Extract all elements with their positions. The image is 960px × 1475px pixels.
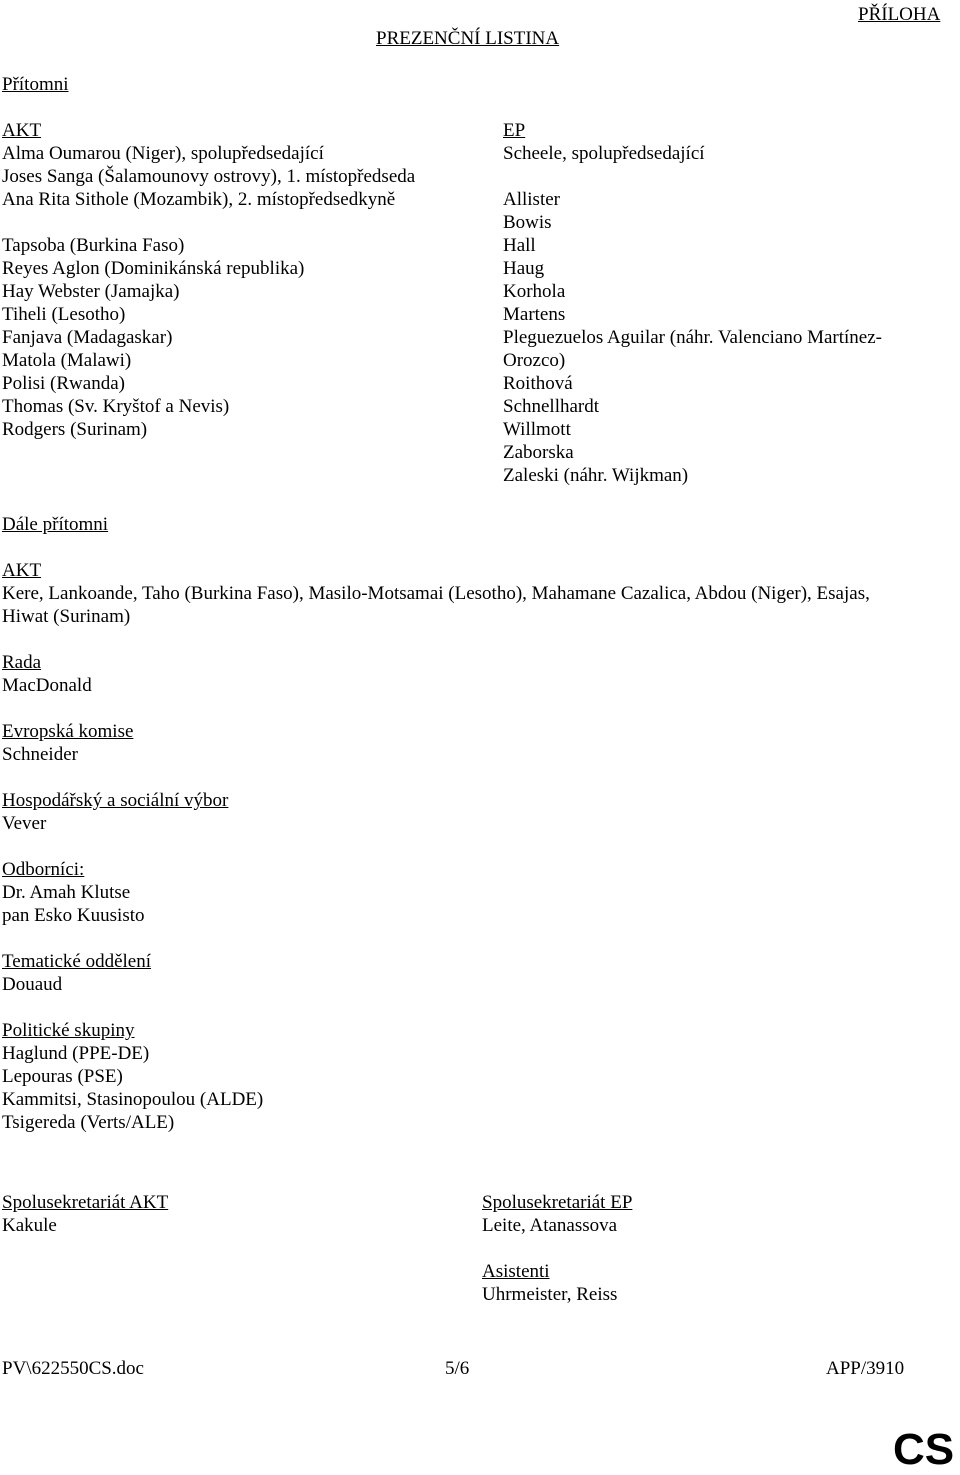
akt-officer: Ana Rita Sithole (Mozambik), 2. místopředsedkyně: [2, 189, 396, 210]
akt-officer: Alma Oumarou (Niger), spolupředsedající: [2, 143, 324, 164]
ep-member: Martens: [503, 304, 566, 325]
secretariat-ep-heading: Spolusekretariát EP: [482, 1192, 633, 1213]
akt-officer: Joses Sanga (Šalamounovy ostrovy), 1. místopředseda: [2, 166, 416, 187]
also-present-section: [2, 513, 870, 1134]
ep-officer: Scheele, spolupředsedající: [503, 143, 705, 164]
secretariat-akt-value: Kakule: [2, 1215, 57, 1236]
ep-member: Willmott: [503, 419, 571, 440]
present-heading: Přítomni: [2, 74, 69, 95]
akt-heading: AKT: [2, 120, 42, 141]
secretariat-akt: [2, 1191, 168, 1237]
akt-member: Matola (Malawi): [2, 350, 132, 371]
group-line: Douaud: [2, 974, 63, 995]
ep-column: [503, 119, 882, 487]
akt-member: Reyes Aglon (Dominikánská republika): [2, 258, 305, 279]
ep-member: Hall: [503, 235, 536, 256]
secretariat-ep-value: Leite, Atanassova: [482, 1215, 618, 1236]
secretariat-ep: [482, 1191, 632, 1306]
akt-member: Rodgers (Surinam): [2, 419, 148, 440]
group-line: pan Esko Kuusisto: [2, 905, 145, 926]
group-line: Haglund (PPE-DE): [2, 1043, 150, 1064]
ep-member: Haug: [503, 258, 545, 279]
ep-member: Zaborska: [503, 442, 574, 463]
annex-label: PŘÍLOHA: [858, 4, 941, 25]
ep-member: Allister: [503, 189, 560, 210]
akt-member: Hay Webster (Jamajka): [2, 281, 180, 302]
page-title: PREZENČNÍ LISTINA: [376, 28, 560, 49]
group-heading: AKT: [2, 560, 42, 581]
group-line: Dr. Amah Klutse: [2, 882, 131, 903]
akt-member: Thomas (Sv. Kryštof a Nevis): [2, 396, 230, 417]
ep-member: Schnellhardt: [503, 396, 600, 417]
akt-column: [2, 119, 415, 441]
ep-member: Orozco): [503, 350, 566, 371]
ep-member: Roithová: [503, 373, 573, 394]
group-line: Schneider: [2, 744, 78, 765]
group-line: Kere, Lankoande, Taho (Burkina Faso), Masilo-Motsamai (Lesotho), Mahamane Cazalica, Abdou (Niger), Esajas,: [2, 583, 870, 604]
assistants-heading: Asistenti: [482, 1261, 550, 1282]
language-code: CS: [893, 1425, 955, 1474]
footer-app-ref: APP/3910: [826, 1358, 905, 1379]
ep-member: Zaleski (náhr. Wijkman): [503, 465, 689, 486]
group-heading: Tematické oddělení: [2, 951, 152, 972]
footer-doc-ref: PV\622550CS.doc: [2, 1358, 144, 1379]
group-line: Vever: [2, 813, 47, 834]
group-line: Hiwat (Surinam): [2, 606, 131, 627]
group-line: MacDonald: [2, 675, 92, 696]
ep-heading: EP: [503, 120, 526, 141]
footer-page-number: 5/6: [445, 1358, 470, 1379]
ep-member: Korhola: [503, 281, 566, 302]
assistants-value: Uhrmeister, Reiss: [482, 1284, 618, 1305]
secretariat-akt-heading: Spolusekretariát AKT: [2, 1192, 169, 1213]
group-heading: Rada: [2, 652, 42, 673]
group-heading: Hospodářský a sociální výbor: [2, 790, 229, 811]
group-line: Tsigereda (Verts/ALE): [2, 1112, 175, 1133]
akt-member: Polisi (Rwanda): [2, 373, 125, 394]
group-heading: Odborníci:: [2, 859, 85, 880]
akt-member: Fanjava (Madagaskar): [2, 327, 173, 348]
akt-member: Tiheli (Lesotho): [2, 304, 126, 325]
group-heading: Evropská komise: [2, 721, 134, 742]
akt-member: Tapsoba (Burkina Faso): [2, 235, 185, 256]
ep-member: Bowis: [503, 212, 552, 233]
group-line: Kammitsi, Stasinopoulou (ALDE): [2, 1089, 264, 1110]
group-heading: Politické skupiny: [2, 1020, 135, 1041]
also-present-heading: Dále přítomni: [2, 514, 109, 535]
group-line: Lepouras (PSE): [2, 1066, 123, 1087]
ep-member: Pleguezuelos Aguilar (náhr. Valenciano Martínez-: [503, 327, 882, 348]
